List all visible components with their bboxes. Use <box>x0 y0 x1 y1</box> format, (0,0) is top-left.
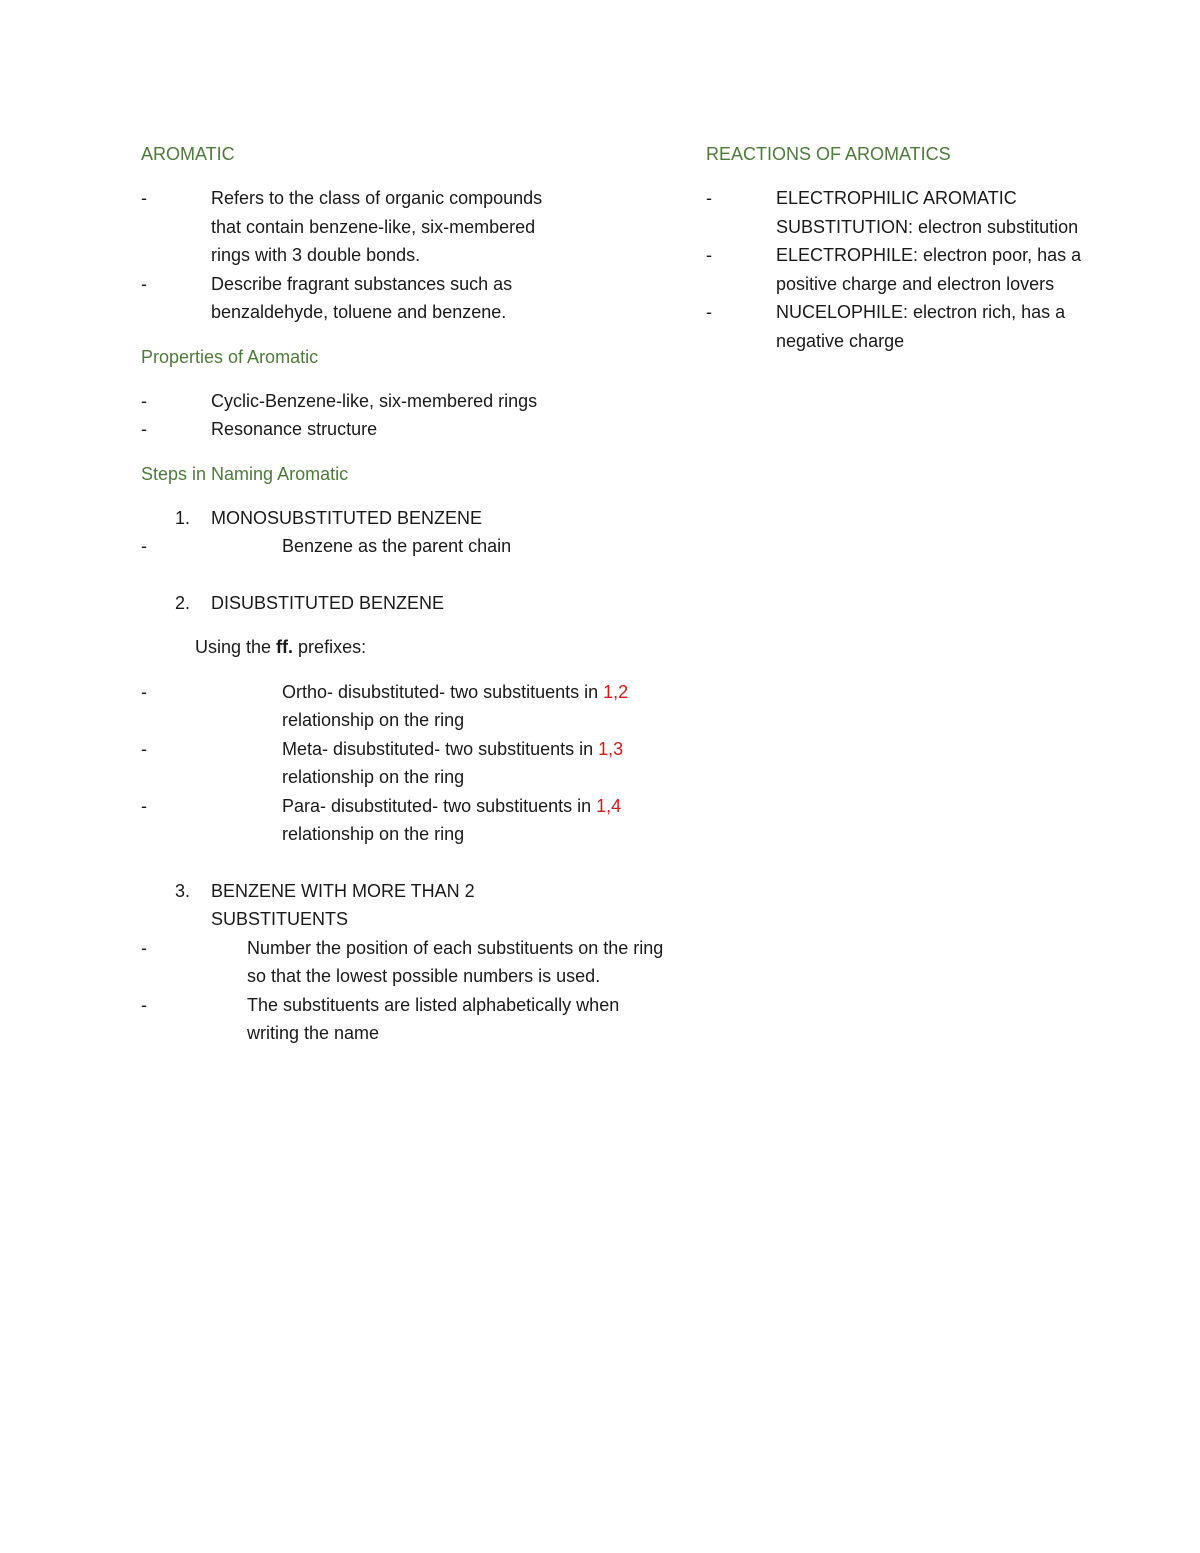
step-number: 1. <box>175 507 191 528</box>
list-item <box>141 532 581 561</box>
dash-marker: - <box>141 738 147 759</box>
list-item-text <box>282 735 702 792</box>
step-1 <box>141 504 581 533</box>
list-item-text: Cyclic-Benzene-like, six-membered rings <box>211 390 538 411</box>
position-numbers: 1,2 <box>603 681 629 702</box>
list-item-text: Number the position of each substituents on the ring so that the lowest possible numbers is used. <box>247 937 664 986</box>
dash-marker: - <box>141 536 147 556</box>
prefix-intro <box>141 633 581 662</box>
list-item <box>141 792 702 849</box>
list-item-text: The substituents are listed alphabetically when writing the name <box>247 994 620 1043</box>
dash-marker: - <box>141 188 147 208</box>
list-item-text: Refers to the class of organic compounds that contain benzene-like, six-membered rings with 3 double bonds. <box>211 188 543 265</box>
dash-marker: - <box>141 273 147 294</box>
dash-marker: - <box>141 795 147 816</box>
properties-list <box>141 387 581 444</box>
position-numbers: 1,3 <box>598 738 624 759</box>
step-title: BENZENE WITH MORE THAN 2 SUBSTITUENTS <box>211 880 475 929</box>
list-item <box>706 184 1106 241</box>
dash-marker: - <box>141 937 147 958</box>
step-2 <box>141 589 581 618</box>
list-item-text <box>282 678 702 735</box>
list-item-text <box>282 792 702 849</box>
list-item-text: ELECTROPHILE: electron poor, has a positive charge and electron lovers <box>776 245 1082 294</box>
dash-marker: - <box>141 419 147 439</box>
item-text-start: Meta- disubstituted- two substituents in <box>282 738 599 759</box>
properties-heading: Properties of Aromatic <box>141 346 319 367</box>
list-item-text: Benzene as the parent chain <box>282 536 512 556</box>
prefix-intro-abbrev: ff. <box>276 637 294 657</box>
step-3-list <box>141 934 664 1048</box>
list-item <box>141 270 551 327</box>
dash-marker: - <box>141 681 147 702</box>
item-text-end: relationship on the ring <box>282 710 465 730</box>
dash-marker: - <box>706 245 712 265</box>
list-item <box>141 415 651 444</box>
dash-marker: - <box>706 188 712 208</box>
step-number: 3. <box>175 880 191 901</box>
list-item-text: Resonance structure <box>211 419 378 439</box>
list-item <box>141 991 627 1048</box>
reactions-list <box>706 184 1082 355</box>
dash-marker: - <box>706 302 712 322</box>
reactions-heading: REACTIONS OF AROMATICS <box>706 144 951 164</box>
item-text-start: Para- disubstituted- two substituents in <box>282 795 597 816</box>
item-text-start: Ortho- disubstituted- two substituents in <box>282 681 604 702</box>
list-item <box>141 387 651 416</box>
list-item <box>706 241 1116 298</box>
step-2-list <box>141 678 629 849</box>
aromatic-list <box>141 184 581 327</box>
aromatic-heading: AROMATIC <box>141 144 235 164</box>
list-item-text: NUCELOPHILE: electron rich, has a negative charge <box>776 302 1066 351</box>
list-item <box>141 735 702 792</box>
list-item-text: ELECTROPHILIC AROMATIC SUBSTITUTION: electron substitution <box>776 188 1079 237</box>
step-1-list <box>141 532 581 561</box>
item-text-end: relationship on the ring <box>282 767 465 787</box>
right-column <box>706 140 1082 355</box>
left-column <box>141 140 664 1048</box>
step-title: DISUBSTITUTED BENZENE <box>211 592 445 613</box>
list-item <box>141 934 667 991</box>
step-number: 2. <box>175 592 191 613</box>
position-numbers: 1,4 <box>596 795 622 816</box>
step-title: MONOSUBSTITUTED BENZENE <box>211 507 483 528</box>
item-text-end: relationship on the ring <box>282 824 465 844</box>
dash-marker: - <box>141 390 147 411</box>
prefix-intro-text: prefixes: <box>293 637 367 657</box>
list-item <box>706 298 1106 355</box>
step-3 <box>141 877 511 934</box>
prefix-intro-text: Using the <box>195 637 277 657</box>
list-item <box>141 184 551 270</box>
list-item-text: Describe fragrant substances such as benzaldehyde, toluene and benzene. <box>211 273 513 322</box>
steps-heading: Steps in Naming Aromatic <box>141 463 349 484</box>
list-item <box>141 678 702 735</box>
dash-marker: - <box>141 994 147 1015</box>
